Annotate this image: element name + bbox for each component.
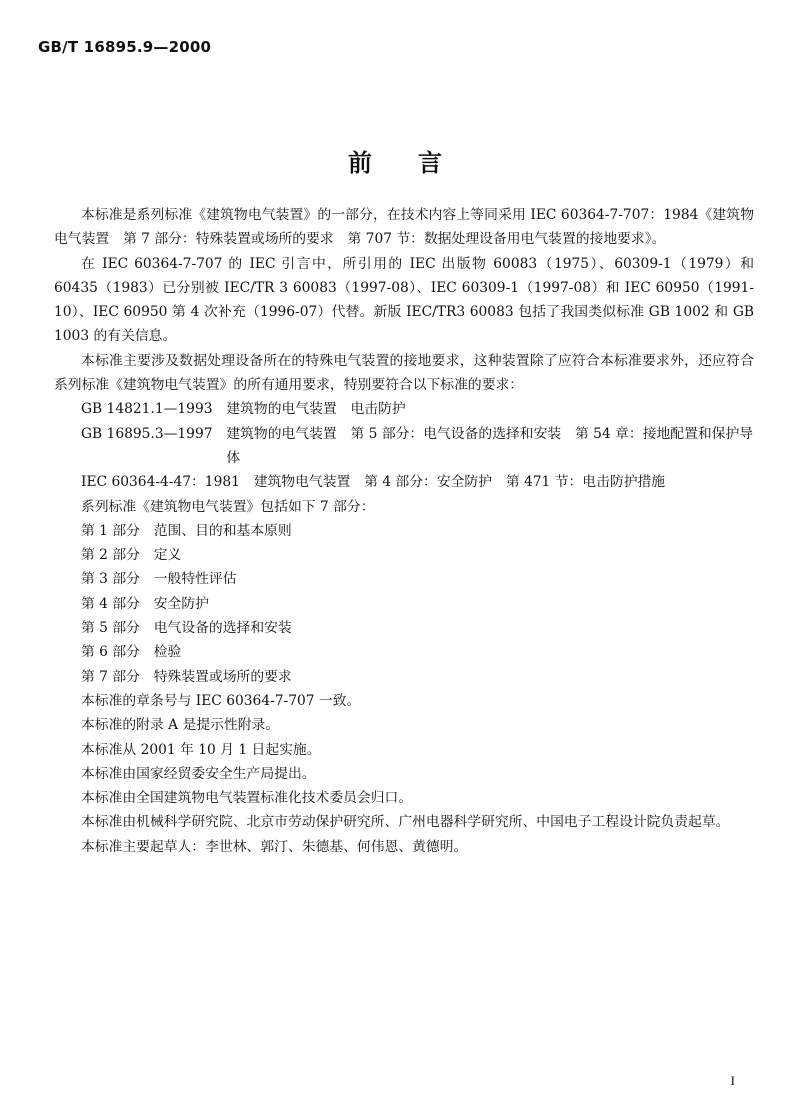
paragraph-clause-numbering: 本标准的章条号与 IEC 60364-7-707 一致。 xyxy=(81,692,361,709)
standard-description: 建筑物电气装置 第 4 部分：安全防护 第 471 节：电击防护措施 xyxy=(253,474,666,491)
standard-item xyxy=(54,397,754,421)
standard-item xyxy=(54,470,754,494)
paragraph-scope: 本标准主要涉及数据处理设备所在的特殊电气装置的接地要求，这种装置除了应符合本标准要求外，还应符合系列标准《建筑物电气装置》的所有通用要求，特别要符合以下标准的要求： xyxy=(54,352,754,394)
paragraph-proposed-by: 本标准由国家经贸委安全生产局提出。 xyxy=(81,765,316,782)
part-item: 第 3 部分 一般特性评估 xyxy=(81,571,237,588)
paragraph-effective-date: 本标准从 2001 年 10 月 1 日起实施。 xyxy=(81,741,321,758)
standard-description: 建筑物的电气装置 电击防护 xyxy=(226,401,406,418)
standards-list xyxy=(54,397,754,494)
page-number: I xyxy=(730,1073,735,1088)
paragraph-adoption: 本标准是系列标准《建筑物电气装置》的一部分，在技术内容上等同采用 IEC 60364-7-707：1984《建筑物电气装置 第 7 部分：特殊装置或场所的要求 第 707 节：数据处理设备用电气装置的接地要求》。 xyxy=(54,207,754,248)
series-intro: 系列标准《建筑物电气装置》包括如下 7 部分： xyxy=(81,498,375,515)
part-item: 第 5 部分 电气设备的选择和安装 xyxy=(81,620,292,637)
standard-code: GB 16895.3—1997 xyxy=(81,425,227,442)
paragraph-drafted-by: 本标准由机械科学研究院、北京市劳动保护研究所、广州电器科学研究所、中国电子工程设计院负责起草。 xyxy=(81,814,730,831)
paragraph-centralized-by: 本标准由全国建筑物电气装置标准化技术委员会归口。 xyxy=(81,790,413,807)
standard-code: GB 14821.1—1993 xyxy=(81,401,227,418)
part-item: 第 4 部分 安全防护 xyxy=(81,595,209,612)
part-item: 第 2 部分 定义 xyxy=(81,547,182,564)
standard-code: IEC 60364-4-47：1981 xyxy=(81,474,254,491)
paragraph-drafters: 本标准主要起草人：李世林、郭汀、朱德基、何伟恩、黄德明。 xyxy=(81,838,468,855)
document-body xyxy=(54,203,754,859)
standard-description: 建筑物的电气装置 第 5 部分：电气设备的选择和安装 第 54 章：接地配置和保护导体 xyxy=(226,425,754,466)
part-item: 第 7 部分 特殊装置或场所的要求 xyxy=(81,668,292,685)
paragraph-annex: 本标准的附录 A 是提示性附录。 xyxy=(81,717,280,734)
part-item: 第 1 部分 范围、目的和基本原则 xyxy=(81,522,292,539)
parts-list xyxy=(54,519,754,689)
standard-code-header: GB/T 16895.9—2000 xyxy=(38,38,212,56)
part-item: 第 6 部分 检验 xyxy=(81,644,182,661)
paragraph-references: 在 IEC 60364-7-707 的 IEC 引言中，所引用的 IEC 出版物 60083（1975）、60309-1（1979）和 60435（1983）已分别被 IEC/TR 3 60083（1997-08）、IEC 60309-1（1997-08）和 IEC 60950（1991-10）、IEC 60950 第 4 次补充（1996-07）代替。新版 IEC/TR3 60083 包括了我国类似标准 GB 1002 和 GB 1003 的有关信息。 xyxy=(54,255,754,345)
standard-item xyxy=(54,422,754,471)
page-title: 前言 xyxy=(348,149,488,177)
